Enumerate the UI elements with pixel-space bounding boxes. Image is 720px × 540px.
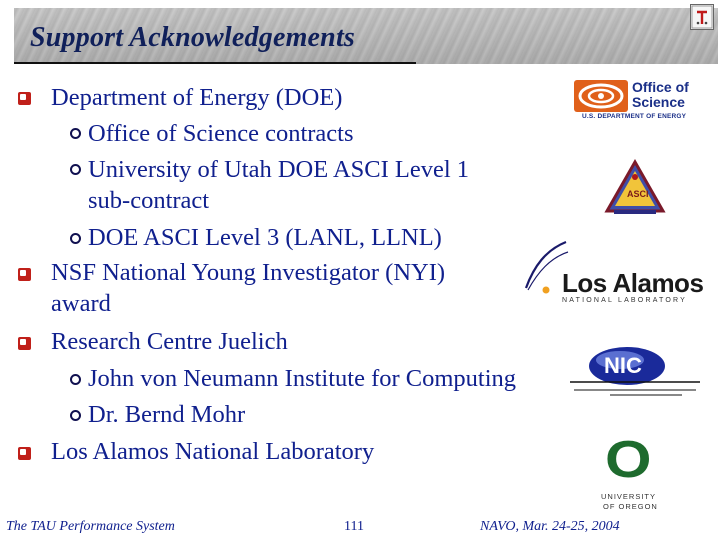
bullet-square-icon (18, 447, 31, 460)
bullet-lanl: Los Alamos National Laboratory (51, 438, 375, 465)
nic-label: NIC (604, 353, 642, 378)
doe-line2: Science (632, 94, 685, 110)
sub-bullet-ring-icon (70, 233, 81, 244)
title-underline (14, 62, 416, 64)
doe-line3: U.S. DEPARTMENT OF ENERGY (582, 113, 687, 120)
sub-bullet-utah-continuation: sub-contract (88, 187, 210, 214)
doe-line1: Office of (632, 79, 689, 95)
los-alamos-logo (520, 238, 716, 306)
sub-bullet-ring-icon (70, 128, 81, 139)
bullet-square-icon (18, 337, 31, 350)
sub-bullet-nic: John von Neumann Institute for Computing (88, 365, 517, 392)
doe-office-of-science-logo (574, 80, 708, 122)
asci-triangle-icon (604, 159, 666, 217)
footer-page-number: 111 (344, 519, 364, 534)
corner-logo-icon (690, 4, 714, 30)
oregon-o-mark: O (604, 431, 652, 489)
university-of-oregon-logo (598, 431, 662, 516)
bullet-juelich: Research Centre Juelich (51, 328, 288, 355)
footer-left: The TAU Performance System (6, 519, 175, 534)
bullet-doe: Department of Energy (DOE) (51, 84, 343, 111)
bullet-nsf-continuation: award (51, 290, 111, 317)
los-alamos-line1: Los Alamos (562, 268, 704, 298)
nic-logo (570, 346, 700, 396)
bullet-square-icon (18, 92, 31, 105)
los-alamos-line2: NATIONAL LABORATORY (562, 297, 688, 304)
sub-bullet-office-of-science: Office of Science contracts (88, 120, 354, 147)
bullet-square-icon (18, 268, 31, 281)
sub-bullet-mohr: Dr. Bernd Mohr (88, 401, 246, 428)
sub-bullet-asci-level3: DOE ASCI Level 3 (LANL, LLNL) (88, 224, 442, 251)
sub-bullet-ring-icon (70, 410, 81, 421)
slide-title: Support Acknowledgements (30, 22, 356, 53)
sub-bullet-ring-icon (70, 164, 81, 175)
bullet-nsf: NSF National Young Investigator (NYI) (51, 259, 446, 286)
oregon-line2: OF OREGON (603, 502, 658, 511)
oregon-line1: UNIVERSITY (601, 492, 657, 501)
sub-bullet-ring-icon (70, 374, 81, 385)
footer-right: NAVO, Mar. 24-25, 2004 (480, 519, 620, 534)
sub-bullet-utah: University of Utah DOE ASCI Level 1 (88, 156, 470, 183)
asci-label: ASCI (627, 189, 649, 199)
asci-logo (604, 159, 666, 217)
